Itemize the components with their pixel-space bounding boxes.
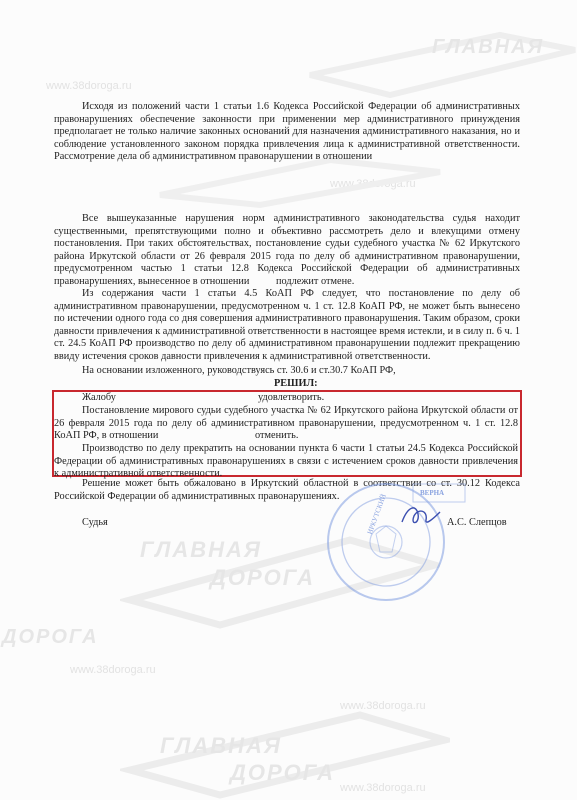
complaint-satisfy: удовлетворить. [258,392,325,403]
paragraph-cancel-ruling-tail: отменить. [255,430,299,441]
stamp-text-top: ИРКУТСКИЙ [365,493,388,536]
paragraph-appeal: Решение может быть обжаловано в Иркутский областной в соответствии со ст. 30.12 Кодекса Российской Федерации об административных правонарушениях. [54,478,520,502]
watermark-url: www.38doroga.ru [70,664,156,676]
watermark-brand-line2: ДОРОГА [2,626,99,648]
paragraph-limitation-period: Из содержания части 1 статьи 4.5 КоАП РФ следует, что постановление по делу об административном правонарушении, предусмотренном ч. 1 ст. 12.8 КоАП РФ, не может быть вынесено по истечении одного года со дня совершения административного правонарушения. Таким образом, сроки давности привлечения к административной ответственности в настоящее время истекли, и в силу п. 6 ч. 1 ст. 24.5 КоАП РФ производство по делу об административном правонарушении подлежит прекращению ввиду истечения сроков давности привлечения к административной ответственности. [54,288,520,362]
handwritten-signature [398,500,444,530]
watermark-url: www.38doroga.ru [46,80,132,92]
watermark-brand-line2: ДОРОГА [230,760,336,785]
paragraph-cancel-ruling: Постановление мирового судьи судебного участка № 62 Иркутского района Иркутской области от 26 февраля 2015 года по делу об административном правонарушении, предусмотренном ч. 1 ст. 12.8 КоАП РФ, в отношении [54,405,518,442]
signature-label: Судья [82,517,108,528]
watermark-brand-line2: ДОРОГА [210,565,316,590]
signature-name: А.С. Слепцов [447,517,507,528]
watermark-url: www.38doroga.ru [330,178,416,190]
decision-heading: РЕШИЛ: [274,378,318,389]
watermark-brand: ГЛАВНАЯ [432,36,545,58]
official-stamp [318,474,468,604]
watermark-url: www.38doroga.ru [340,700,426,712]
paragraph-legal-basis: Исходя из положений части 1 статьи 1.6 Кодекса Российской Федерации об административных правонарушениях обеспечение законности при применении мер административного принуждения предполагает не только наличие законных оснований для назначения административного наказания, но и соблюдение установленного законом порядка привлечения лица к административной ответственности. Рассмотрение дела об административном правонарушении в отношении [54,101,520,163]
watermark-brand: ГЛАВНАЯ [160,733,282,758]
complaint-label: Жалобу [82,392,116,403]
watermark-url: www.38doroga.ru [340,782,426,794]
paragraph-grounds: На основании изложенного, руководствуясь ст. 30.6 и ст.30.7 КоАП РФ, [82,365,396,376]
paragraph-terminate-proceedings: Производство по делу прекратить на основании пункта 6 части 1 статьи 24.5 Кодекса Российской Федерации об административных правонарушениях в связи с истечением сроков давности привлечения к административной ответственности. [54,443,518,480]
watermark-road-shape [300,20,577,100]
paragraph-violations-tail: подлежит отмене. [276,276,355,287]
paragraph-violations: Все вышеуказанные нарушения норм административного законодательства судья находит существенными, препятствующими полно и объективно рассмотреть дело и влекущими отмену постановления. При таких обстоятельствах, постановление судьи судебного участка № 62 Иркутского района Иркутской области от 26 февраля 2015 года по делу об административном правонарушении, предусмотренном частью 1 статьи 12.8 Кодекса Российской Федерации об административных правонарушениях, вынесенное в отношении [54,213,520,287]
watermark-brand: ГЛАВНАЯ [140,537,262,562]
stamp-text-right: ВЕРНА [420,489,445,497]
